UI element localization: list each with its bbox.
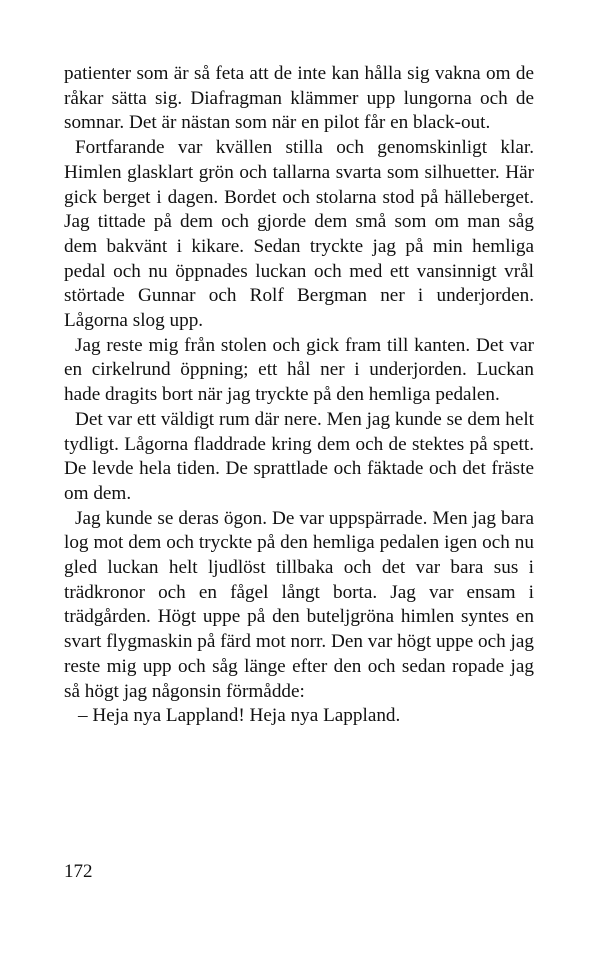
- paragraph-2: Fortfarande var kvällen stilla och genomskinligt klar. Himlen glasklart grön och tallarna svarta som silhuetter. Här gick berget i dagen. Bordet och stolarna stod på hälleberget. Jag tittade på dem och gjorde dem små som om man såg dem bakvänt i kikare. Sedan tryckte jag på min hemliga pedal och nu öppnades luckan och med ett vansinnigt vrål störtade Gunnar och Rolf Bergman ner i underjorden. Lågorna slog upp.: [64, 137, 534, 332]
- body-text: [64, 62, 534, 729]
- page-number: 172: [64, 861, 93, 882]
- paragraph-1: patienter som är så feta att de inte kan hålla sig vakna om de råkar sätta sig. Diafragman klämmer upp lungorna och de somnar. Det är nästan som när en pilot får en black-out.: [64, 63, 534, 134]
- dialogue-line: – Heja nya Lappland! Heja nya Lappland.: [78, 705, 401, 727]
- paragraph-4: Det var ett väldigt rum där nere. Men jag kunde se dem helt tydligt. Lågorna fladdrade kring dem och de stektes på spett. De levde hela tiden. De sprattlade och fäktade och det fräste om dem.: [64, 408, 534, 504]
- paragraph-5: Jag kunde se deras ögon. De var uppspärrade. Men jag bara log mot dem och tryckte på den hemliga pedalen igen och nu gled luckan helt ljudlöst tillbaka och det var bara sus i trädkronor och en fågel långt borta. Jag var ensam i trädgården. Högt uppe på den buteljgröna himlen syntes en svart flygmaskin på färd mot norr. Den var högt uppe och jag reste mig upp och såg länge efter den och sedan ropade jag så högt jag någonsin förmådde:: [64, 507, 534, 702]
- paragraph-3: Jag reste mig från stolen och gick fram till kanten. Det var en cirkelrund öppning; ett hål ner i underjorden. Luckan hade dragits bort när jag tryckte på den hemliga pedalen.: [64, 334, 534, 406]
